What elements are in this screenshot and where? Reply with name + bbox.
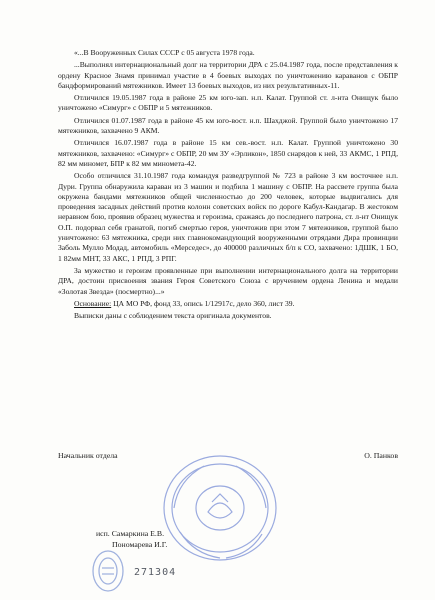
basis-line [58, 299, 398, 309]
basis-label: Основание: [74, 298, 112, 308]
executor-line-1 [96, 528, 167, 539]
round-seal-stamp [160, 452, 280, 564]
intro-line: «...В Вооруженных Силах СССР с 05 августа 1978 года. [74, 48, 255, 57]
closing-line: Выписки даны с соблюдением текста оригинала документов. [74, 311, 272, 321]
paragraph-4: Отличился 16.07.1987 года в районе 15 км сев.-вост. н.п. Калат. Группой уничтожено 30 мятежников, захвачено: «Симург» с ОБПР, 20 мм ЗУ «Эрликон», 1850 снарядов к ней, 33 АКМС, 1 РПД, 82 мм миномет, БПР к 82 мм миномета-42. [58, 138, 398, 168]
executor-prefix: исп. [96, 529, 110, 538]
archive-number: 271304 [134, 567, 177, 578]
signatory-name: О. Панков [364, 451, 398, 460]
executor-name-2: Пономарева И.Г. [112, 540, 168, 549]
executor-name-1: Самаркина Е.В. [111, 529, 165, 538]
paragraph-1: ...Выполнял интернациональный долг на территории ДРА с 25.04.1987 года, после представления к ордену Красное Знамя принимал участие в 4 боевых выходах по уничтожению караванов с ОБПР бандформирований мятежников. Имеет 13 боевых выходов, из них результативных-11. [58, 60, 398, 90]
basis-text: ЦА МО РФ, фонд 33, опись 1/12917с, дело 360, лист 39. [111, 298, 295, 308]
document-body [58, 48, 398, 323]
oval-stamp [90, 548, 126, 594]
paragraph-3: Отличился 01.07.1987 года в районе 45 км юго-вост. н.п. Шахджой. Группой было уничтожено 17 мятежников, захвачено 9 АКМ. [58, 115, 398, 136]
paragraph-6: За мужество и героизм проявленные при выполнении интернационального долга на территории ДРА, достоин присвоения звания Героя Советского Союза с вручением ордена Ленина и медали «Золотая Звезда» (посмертно)...» [58, 265, 398, 296]
paragraph-2: Отличился 19.05.1987 года в районе 25 км юго-зап. н.п. Калат. Группой ст. л-нта Онищук было уничтожено «Симург» с ОБПР и 5 мятежников. [58, 93, 398, 113]
signatory-title: Начальник отдела [58, 451, 118, 460]
paragraph-5: Особо отличился 31.10.1987 года командуя разведгруппой № 723 в районе 3 км восточнее н.п. Дури. Группа обнаружила караван из 3 машин и подбила 1 машину с ОБПР. На рассвете группа была окружена бандами мятежников общей численностью до 200 человек, которые выдвигались для проведения засадных действий против колонн советских войск по дороге Кабул-Кандагар. В жестоком неравном бою, проявив образец мужества и героизма, сражаясь до последнего патрона, ст. л-нт Онищук О.П. подорвал себя гранатой, погиб смертью героя, уничтожив при этом 7 мятежников, группой было уничтожено: 63 мятежника, среди них главнокомандующий вооруженными отрядами Дира провинции Заболь Мулло Модад, автомобиль «Мерседес», до 400000 различных б/п к СО, захвачено: 1ДШК, 1 БО, 1 82мм МНТ, 33 АКС, 1 РПД, 3 РПГ. [58, 171, 398, 263]
executors-block [96, 528, 167, 550]
